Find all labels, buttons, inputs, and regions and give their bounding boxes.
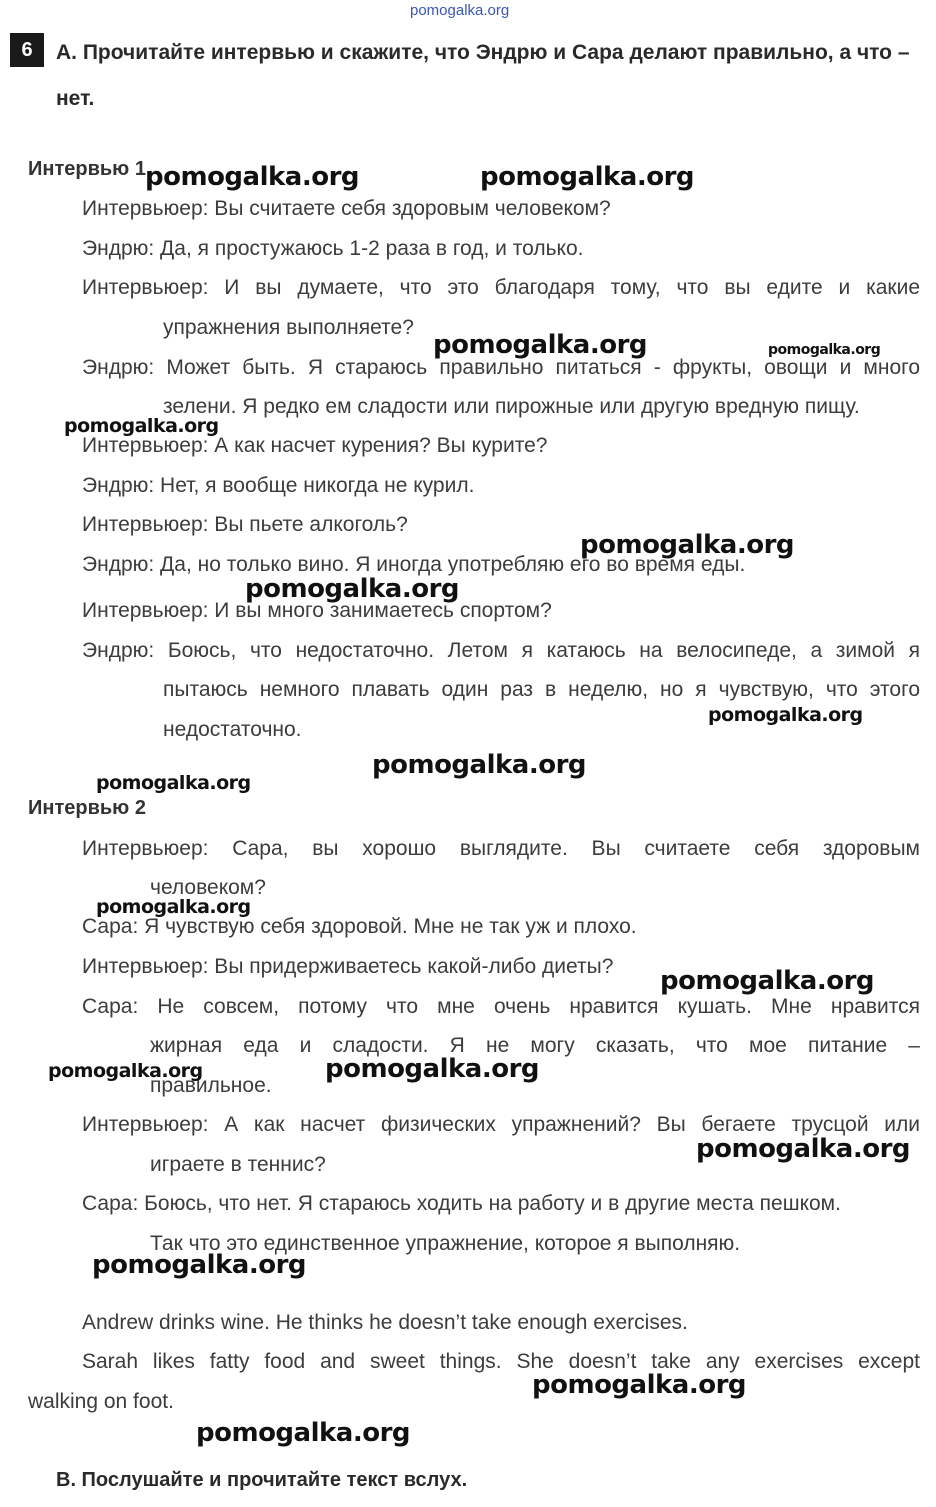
watermark: pomogalka.org [660,966,875,996]
watermark: pomogalka.org [580,530,795,560]
part-b-heading: B. Послушайте и прочитайте текст вслух. [56,1469,468,1491]
interview2-line: Так что это единственное упражнение, которое я выполняю. [150,1232,741,1255]
interview1-title: Интервью 1 [28,158,146,180]
top-watermark: pomogalka.org [410,2,510,19]
interview2-line: Сара: Не совсем, потому что мне очень нравится кушать. Мне нравится [82,995,920,1018]
interview2-title: Интервью 2 [28,797,146,819]
interview1-line: Эндрю: Нет, я вообще никогда не курил. [82,474,475,497]
interview1-line: Интервьюер: А как насчет курения? Вы курите? [82,434,548,457]
interview1-line: Эндрю: Да, я простужаюсь 1-2 раза в год, и только. [82,237,584,260]
interview2-line: играете в теннис? [150,1153,326,1176]
interview2-line: жирная еда и сладости. Я не могу сказать, что мое питание – [150,1034,920,1057]
watermark: pomogalka.org [96,772,251,794]
interview1-line: Интервьюер: И вы много занимаетесь спортом? [82,599,552,622]
interview1-line: зелени. Я редко ем сладости или пирожные или другую вредную пищу. [163,395,860,418]
interview1-line: пытаюсь немного плавать один раз в неделю, но я чувствую, что этого [163,678,920,701]
interview1-line: недостаточно. [163,718,302,741]
watermark: pomogalka.org [245,574,460,604]
interview1-line: Интервьюер: Вы считаете себя здоровым человеком? [82,197,611,220]
watermark: pomogalka.org [196,1418,411,1448]
interview2-line: Сара: Я чувствую себя здоровой. Мне не так уж и плохо. [82,915,637,938]
answer-line: Sarah likes fatty food and sweet things. She doesn’t take any exercises except [82,1350,920,1373]
watermark: pomogalka.org [92,1250,307,1280]
answer-line: walking on foot. [28,1390,174,1413]
interview1-line: упражнения выполняете? [163,316,414,339]
watermark: pomogalka.org [96,896,251,918]
interview2-line: правильное. [150,1074,272,1097]
watermark: pomogalka.org [696,1134,911,1164]
interview1-line: Интервьюер: И вы думаете, что это благодаря тому, что вы едите и какие [82,276,920,299]
watermark: pomogalka.org [372,750,587,780]
watermark: pomogalka.org [433,330,648,360]
interview1-line: Эндрю: Да, но только вино. Я иногда употребляю его во время еды. [82,553,746,576]
interview2-line: Интервьюер: Сара, вы хорошо выглядите. Вы считаете себя здоровым [82,837,920,860]
interview2-line: Сара: Боюсь, что нет. Я стараюсь ходить на работу и в другие места пешком. [82,1192,841,1215]
interview1-line: Интервьюер: Вы пьете алкоголь? [82,513,408,536]
interview2-line: человеком? [150,876,266,899]
interview2-line: Интервьюер: Вы придерживаетесь какой-либо диеты? [82,955,614,978]
watermark: pomogalka.org [480,162,695,192]
watermark: pomogalka.org [325,1054,540,1084]
watermark: pomogalka.org [768,342,881,358]
watermark: pomogalka.org [48,1060,203,1082]
watermark: pomogalka.org [145,162,360,192]
watermark: pomogalka.org [64,415,219,437]
task-heading: A. Прочитайте интервью и скажите, что Эндрю и Сара делают правильно, а что – нет. [56,41,910,110]
interview2-line: Интервьюер: А как насчет физических упражнений? Вы бегаете трусцой или [82,1113,920,1136]
answer-line: Andrew drinks wine. He thinks he doesn’t take enough exercises. [82,1311,688,1334]
interview1-line: Эндрю: Может быть. Я стараюсь правильно питаться - фрукты, овощи и много [82,356,920,379]
watermark: pomogalka.org [708,704,863,726]
task-number-badge: 6 [10,33,44,67]
watermark: pomogalka.org [532,1370,747,1400]
interview1-line: Эндрю: Боюсь, что недостаточно. Летом я катаюсь на велосипеде, а зимой я [82,639,920,662]
